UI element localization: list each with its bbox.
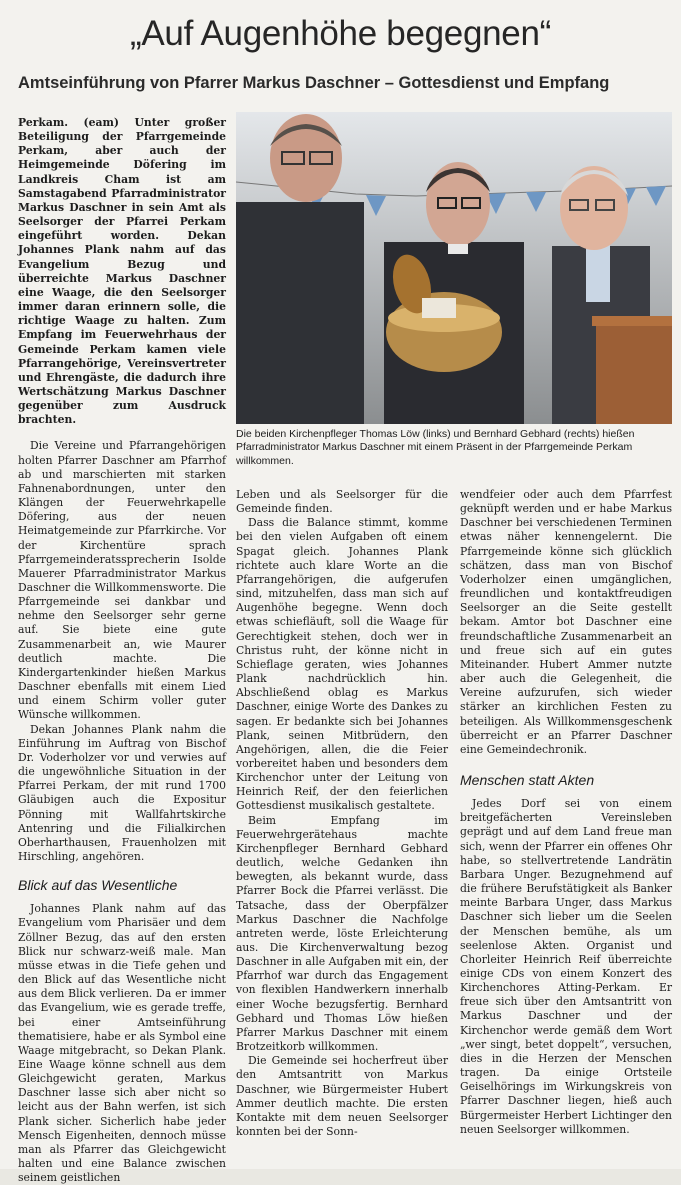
photo-illustration xyxy=(236,112,672,424)
photo-caption: Die beiden Kirchenpfleger Thomas Löw (links) und Bernhard Gebhard (rechts) hießen Pfarradministrator Markus Daschner mit einem Präsent in der Pfarrgemeinde Perkam willkommen. xyxy=(236,428,635,467)
body-paragraph: wendfeier oder auch dem Pfarrfest geknüpft werden und er habe Markus Daschner bei verschiedenen Terminen etwas näher kennengelernt. Die Pfarrgemeinde könne sich glücklich schätzen, dass man von Bischof Voderholzer einen umgänglichen, freundlichen und kontaktfreudigen Seelsorger an die Seite gestellt bekam. Amtor bot Daschner eine freundschaftliche Zusammenarbeit an und freue sich auf ein gutes Miteinander. Hubert Ammer nutzte aber auch die Gelegenheit, die Vereine aufzurufen, sich wieder stärker an kirchlichen Festen zu beteiligen. Als Willkommensgeschenk überreicht er an Pfarrer Daschner eine Gemeindechronik. xyxy=(460,488,672,756)
body-paragraph: Beim Empfang im Feuerwehrgerätehaus machte Kirchenpfleger Bernhard Gebhard deutlich, welche Gedanken ihn bewegten, als bekannt wurde, dass Pfarrer Bock die Pfarrei verlässt. Die Tatsache, dass der Oberpfälzer Markus Daschner die Nachfolge antreten werde, löste Erleichterung aus. Die Kirchenverwaltung bezog Daschner in alle Aufgaben mit ein, der Pfarrhof war durch das Engagement von flexiblen Handwerkern innerhalb einer Woche bezugsfertig. Bernhard Gebhard und Thomas Löw hießen Pfarrer Markus Daschner mit einem Brotzeitkorb willkommen. xyxy=(236,813,448,1054)
section-subheading: Blick auf das Wesentliche xyxy=(18,877,178,894)
body-paragraph: Die Vereine und Pfarrangehörigen holten Pfarrer Daschner am Pfarrhof ab und marschierten mit starken Fahnenabordnungen, unter den Klängen der Feuerwehrkapelle Döfering, aus der neuen Heimatgemeinde zur Pfarrkirche. Vor der Kirchentüre sprach Pfarrgemeinderatssprecherin Isolde Mauerer Pfarradministrator Markus Daschner die Willkommensworte. Die Pfarrgemeinde sei dankbar und nehme den Seelsorger sehr gerne auf. Sie biete eine gute Zusammenarbeit an, wie Maurer deutlich machte. Die Kindergartenkinder hießen Markus Daschner ebenfalls mit einem Lied und einem Schirm voller guter Wünsche willkommen. xyxy=(18,439,226,722)
column-1 xyxy=(18,116,226,1185)
body-paragraph: Johannes Plank nahm auf das Evangelium vom Pharisäer und dem Zöllner Bezug, das auf den ersten Blick nur schwarz-weiß male. Man müsse etwas in die Tiefe gehen und den Blick auf das Wesentliche nicht aus dem Blick verlieren. Da er immer das Evangelium, wie es gerade treffe, bei einer Amtseinführung thematisiere, habe er als Symbol eine Waage mitgebracht, so Dekan Plank. Eine Waage könne schnell aus dem Gleichgewicht geraten, Markus Daschner lasse sich aber nicht so leicht aus der Bahn werfen, ist sich Plank sicher. Sicherlich habe jeder Mensch Eigenheiten, dennoch müsse man als Pfarrer das Gleichgewicht halten und eine Balance zwischen seinem geistlichen xyxy=(18,902,226,1185)
section-subheading: Menschen statt Akten xyxy=(460,771,595,788)
event-photo xyxy=(236,112,672,424)
body-paragraph: Die Gemeinde sei hocherfreut über den Amtsantritt von Markus Daschner, wie Bürgermeister Hubert Ammer deutlich machte. Die ersten Kontakte mit dem neuen Seelsorger konnten bei der Sonn- xyxy=(236,1054,448,1139)
body-paragraph: Dekan Johannes Plank nahm die Einführung im Auftrag von Bischof Dr. Voderholzer vor und verwies auf die ungewöhnliche Situation in der Pfarrei Perkam, der mit rund 1700 Gläubigen auch die Expositur Pönning mit Wallfahrtskirche Antenring und die Filialkirchen Oberharthausen, Frauenholzen mit Hirschling, angehören. xyxy=(18,722,226,863)
column-2 xyxy=(236,488,448,1139)
headline: „Auf Augenhöhe begegnen“ xyxy=(130,14,551,53)
lead-paragraph: Perkam. (eam) Unter großer Beteiligung der Pfarrgemeinde Perkam, aber auch der Heimgemeinde Döfering im Landkreis Cham ist am Samstagabend Pfarradministrator Markus Daschner in sein Amt als Seelsorger der Pfarrei Perkam eingeführt worden. Dekan Johannes Plank nahm auf das Evangelium Bezug und überreichte Markus Daschner eine Waage, die den Seelsorger immer daran erinnern solle, die richtige Waage zu halten. Zum Empfang im Feuerwehrhaus der Gemeinde Perkam kamen viele Pfarrangehörige, Vereinsvertreter und Ehrengäste, die dadurch ihre Wertschätzung Markus Daschner gegenüber zum Ausdruck brachten. xyxy=(18,116,226,427)
body-paragraph: Dass die Balance stimmt, komme bei den vielen Aufgaben oft einem Spagat gleich. Johannes Plank richtete auch klare Worte an die Pfarrangehörigen, die aufgerufen sind, mitzuhelfen, dass man sich auf Augenhöhe begegne. Wenn doch etwas schiefläuft, soll die Waage für Gerechtigkeit stehen, doch wer in Christus ruht, der könne nicht in Schieflage geraten, wies Johannes Plank nachdrücklich hin. Abschließend oblag es Markus Daschner, einige Worte des Dankes zu sagen. Er bedankte sich bei Johannes Plank, seinen Mitbrüdern, den Angehörigen, allen, die die Feier vorbereitet haben und besonders dem Kirchenchor unter der Leitung von Heinrich Reif, der den feierlichen Gottesdienst musikalisch gestaltete. xyxy=(236,516,448,813)
column-3 xyxy=(460,488,672,1137)
body-paragraph: Leben und als Seelsorger für die Gemeinde finden. xyxy=(236,488,448,516)
subheadline: Amtseinführung von Pfarrer Markus Daschner – Gottesdienst und Empfang xyxy=(18,74,610,92)
body-paragraph: Jedes Dorf sei von einem breitgefächerten Vereinsleben geprägt und auf dem Land freue man sich, wenn der Pfarrer ein offenes Ohr habe, so stellvertretende Landrätin Barbara Unger. Bezugnehmend auf die frühere Berufstätigkeit als Banker meinte Barbara Unger, dass Markus Daschner sich lieber um die Seelen der Menschen bemühe, als um seelenlose Akten. Organist und Chorleiter Heinrich Reif überreichte einige CDs von einem Konzert des Kirchenchores Atting-Perkam. Er freue sich über den Amtsantritt von Markus Daschner und der Kirchenchor werde gemäß dem Wort „wer singt, betet doppelt“, versuchen, dies in die Herzen der Menschen tragen. Da einige Ortsteile Geiselhörings im Wirkungskreis von Pfarrer Daschner liegen, hieß auch Bürgermeister Herbert Lichtinger den neuen Seelsorger willkommen. xyxy=(460,797,672,1136)
